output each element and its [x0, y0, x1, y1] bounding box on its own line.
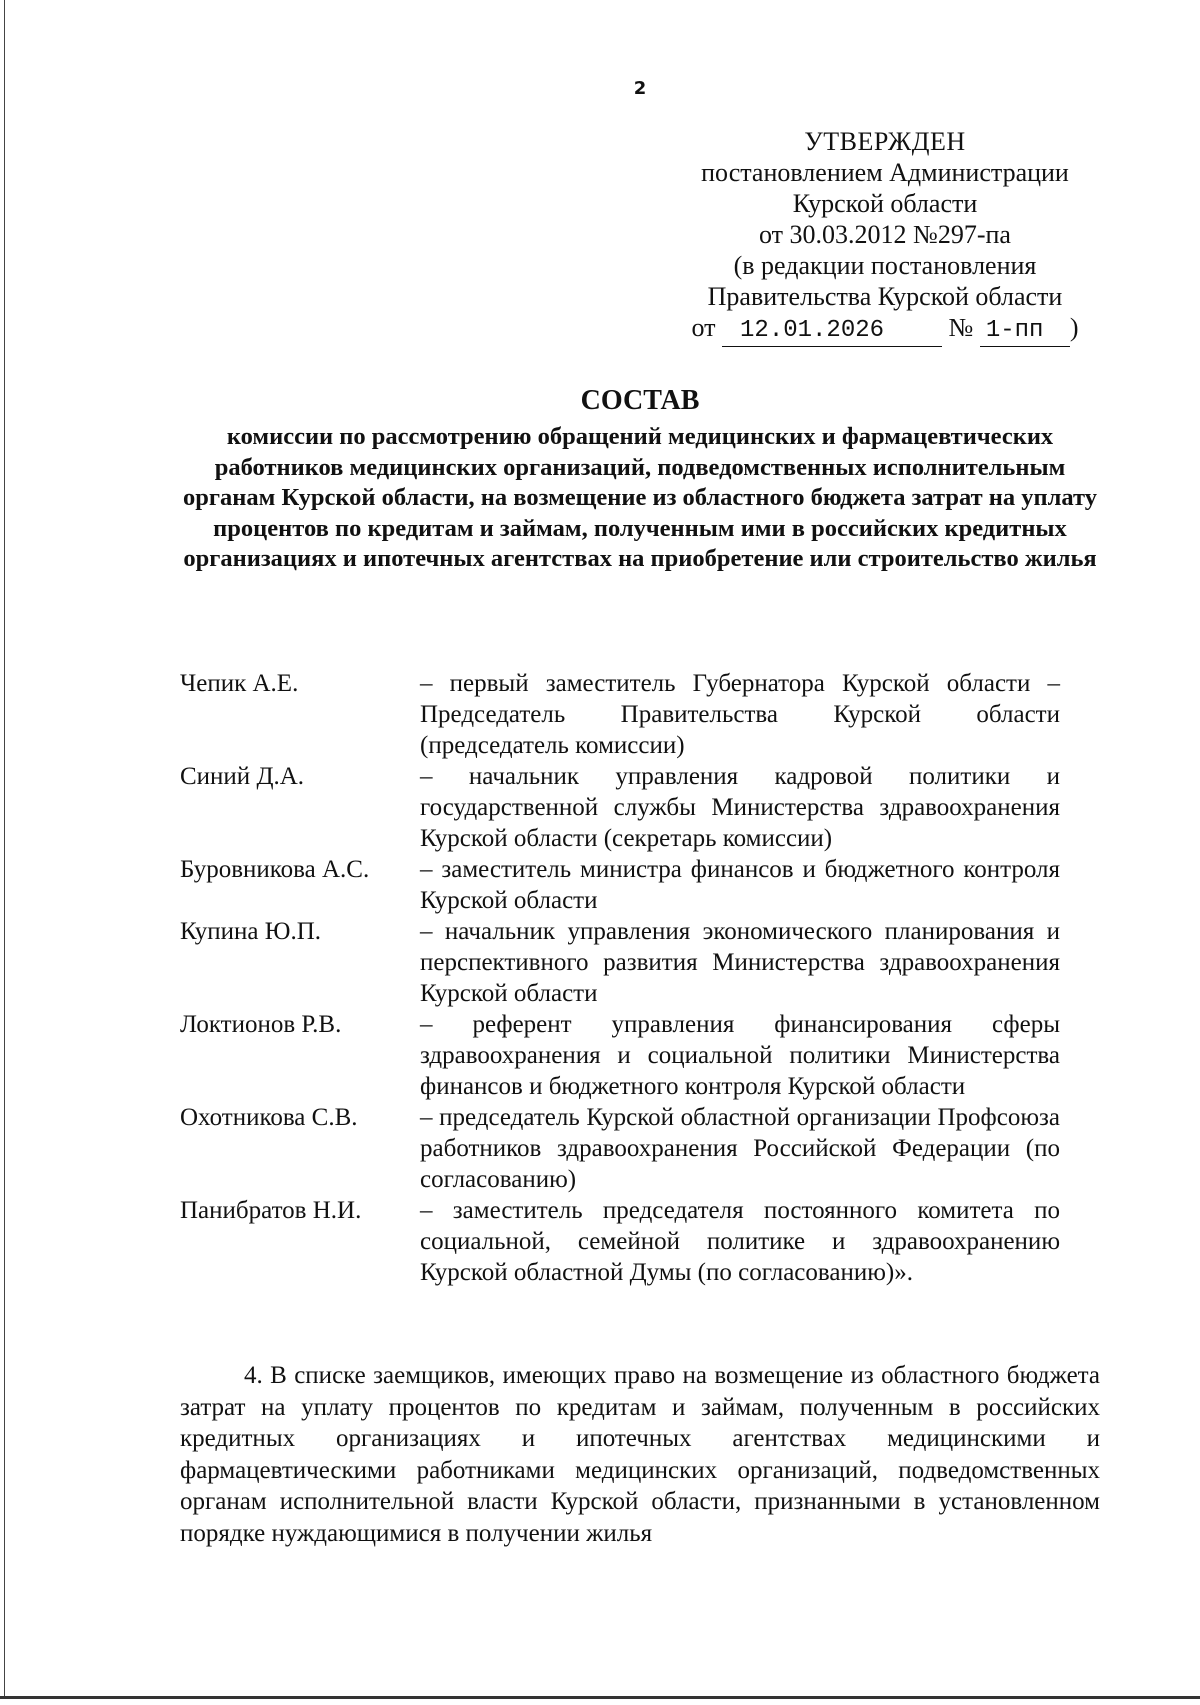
scan-edge-bottom — [0, 1696, 1200, 1699]
amendment-date-line — [670, 312, 1100, 347]
member-name: Охотникова С.В. — [180, 1104, 358, 1131]
member-name: Синий Д.А. — [180, 763, 305, 790]
page-number: 2 — [633, 78, 647, 99]
member-name: Купина Ю.П. — [180, 918, 322, 945]
member-role: – начальник управления кадровой политики и государственной службы Министерства здравоохранения Курской области (секретарь комиссии) — [420, 763, 1060, 852]
date-prefix: от — [691, 313, 716, 342]
member-row — [180, 761, 1060, 854]
approval-line: (в редакции постановления — [733, 251, 1037, 280]
member-name: Чепик А.Е. — [180, 670, 299, 697]
approval-line: Правительства Курской области — [707, 282, 1063, 311]
member-row — [180, 668, 1060, 761]
scan-edge-left — [4, 0, 5, 1696]
approval-line: постановлением Администрации — [701, 158, 1069, 187]
approval-line: от 30.03.2012 №297-па — [759, 220, 1011, 249]
approval-block — [670, 126, 1100, 347]
member-row — [180, 1195, 1060, 1288]
member-name: Локтионов Р.В. — [180, 1011, 342, 1038]
heading-title: СОСТАВ — [580, 385, 700, 416]
member-role: – референт управления финансирования сферы здравоохранения и социальной политики Министерства финансов и бюджетного контроля Курской области — [420, 1011, 1060, 1100]
approval-title: УТВЕРЖДЕН — [804, 127, 966, 156]
member-role: – начальник управления экономического планирования и перспективного развития Министерства здравоохранения Курской области — [420, 918, 1060, 1007]
member-role: – председатель Курской областной организации Профсоюза работников здравоохранения Российской Федерации (по согласованию) — [420, 1104, 1060, 1193]
member-row — [180, 1009, 1060, 1102]
approval-line: Курской области — [792, 189, 978, 218]
member-name: Буровникова А.С. — [180, 856, 370, 883]
member-row — [180, 854, 1060, 916]
closing-paren: ) — [1069, 313, 1079, 342]
commission-members-list — [180, 668, 1060, 1288]
number-prefix: № — [948, 313, 974, 342]
member-row — [180, 916, 1060, 1009]
amendment-number: 1-пп — [980, 315, 1070, 347]
member-name: Панибратов Н.И. — [180, 1197, 362, 1224]
document-heading — [180, 384, 1100, 575]
heading-subtitle: комиссии по рассмотрению обращений медицинских и фармацевтических работников медицинских организаций, подведомственных исполнительным органам Курской области, на возмещение из областного бюджета затрат на уплату процентов по кредитам и займам, полученным ими в российских кредитных организациях и ипотечных агентствах на приобретение или строительство жилья — [183, 423, 1097, 572]
paragraph-4: 4. В списке заемщиков, имеющих право на возмещение из областного бюджета затрат на уплату процентов по кредитам и займам, полученным в российских кредитных организациях и ипотечных агентствах медицинскими и фармацевтическими работниками медицинских организаций, подведомственных органам исполнительной власти Курской области, признанными в установленном порядке нуждающимися в получении жилья — [180, 1362, 1100, 1547]
amendment-date: 12.01.2026 — [722, 315, 942, 347]
member-role: – заместитель председателя постоянного комитета по социальной, семейной политике и здравоохранению Курской областной Думы (по согласованию)». — [420, 1197, 1060, 1286]
member-role: – первый заместитель Губернатора Курской области – Председатель Правительства Курской области (председатель комиссии) — [420, 670, 1060, 759]
member-role: – заместитель министра финансов и бюджетного контроля Курской области — [420, 856, 1060, 914]
member-row — [180, 1102, 1060, 1195]
